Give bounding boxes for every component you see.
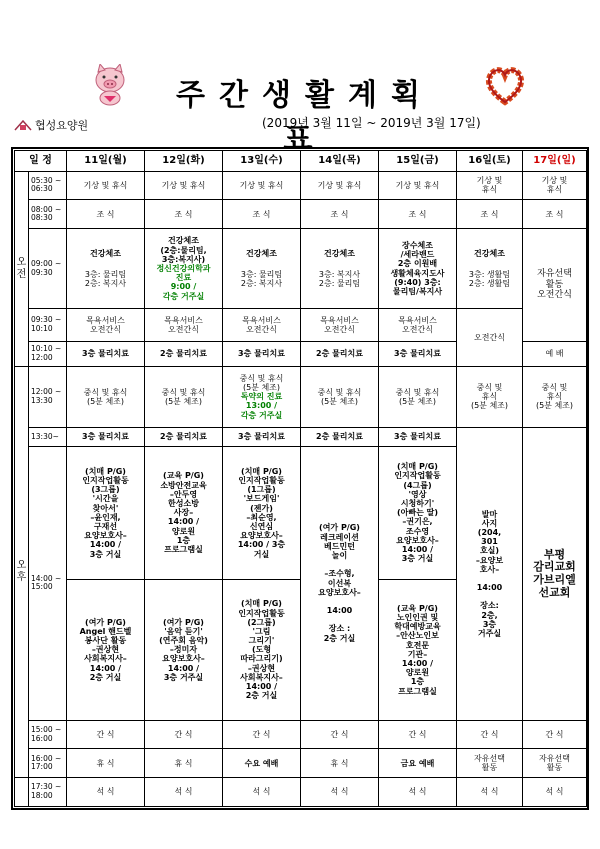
table-row xyxy=(15,229,587,309)
health-exercise-label: 건강체조 xyxy=(246,248,277,258)
table-row xyxy=(15,428,587,446)
health-exercise-label: 건강체조 xyxy=(474,248,505,258)
health-exercise-label: 건강체조 (2층:물리팀, 3층:복지사) xyxy=(160,236,207,264)
schedule-cell: 기상 및 휴식 xyxy=(379,171,457,200)
schedule-cell: 기상 및 휴식 xyxy=(523,171,587,200)
schedule-cell: 중식 및 휴식 (5분 체조) xyxy=(145,366,223,428)
schedule-cell: 석 식 xyxy=(523,778,587,807)
schedule-cell: (치매 P/G) 인지작업활동 (1그룹) '보드게임' (젠가) –최순영, 신연심 요양보호사– 14:00 / 3층 거실 xyxy=(223,446,301,579)
schedule-cell xyxy=(223,366,301,428)
schedule-cell: 예 배 xyxy=(523,341,587,366)
schedule-cell: 3층 물리치료 xyxy=(379,341,457,366)
org-logo-icon xyxy=(14,119,32,131)
schedule-cell: 조 식 xyxy=(379,200,457,229)
col-header-sun: 17일(일) xyxy=(523,151,587,172)
floor-assignment: 3층: 복지사 2층: 물리팀 xyxy=(318,269,361,289)
schedule-cell: 3층 물리치료 xyxy=(223,428,301,446)
table-row xyxy=(15,309,587,342)
schedule-cell: 목욕서비스 오전간식 xyxy=(379,309,457,342)
org-name: 협성요양원 xyxy=(35,119,89,132)
schedule-cell: 간 식 xyxy=(523,720,587,749)
schedule-cell: 석 식 xyxy=(67,778,145,807)
schedule-cell: 간 식 xyxy=(301,720,379,749)
schedule-cell xyxy=(223,229,301,309)
schedule-cell: 2층 물리치료 xyxy=(301,428,379,446)
time-cell: 14:00 ~ 15:00 xyxy=(29,446,67,720)
schedule-cell: (여가 P/G) '음악 듣기' (연주회 음악) –정미자 요양보호사– 14:00 / 3층 거주실 xyxy=(145,580,223,721)
time-cell: 17:30 ~ 18:00 xyxy=(29,778,67,807)
time-cell: 09:00 ~ 09:30 xyxy=(29,229,67,309)
col-header-schedule: 일 정 xyxy=(15,151,67,172)
schedule-cell: 휴 식 xyxy=(67,749,145,778)
schedule-cell: 3층 물리치료 xyxy=(223,341,301,366)
schedule-cell: 조 식 xyxy=(223,200,301,229)
time-cell: 15:00 ~ 16:00 xyxy=(29,720,67,749)
fitness-instructor: 2층 이원배 생활체육지도사 (9:40) 3층: 물리팀/복지사 xyxy=(390,259,445,296)
schedule-cell: 2층 물리치료 xyxy=(301,341,379,366)
schedule-cell: 기상 및 휴식 xyxy=(301,171,379,200)
schedule-cell: 기상 및 휴식 xyxy=(457,171,523,200)
time-cell: 05:30 ~ 06:30 xyxy=(29,171,67,200)
schedule-cell xyxy=(67,229,145,309)
table-row xyxy=(15,720,587,749)
schedule-cell: 조 식 xyxy=(301,200,379,229)
col-header-tue: 12일(화) xyxy=(145,151,223,172)
schedule-cell: (교육 P/G) 소방안전교육 –안두영 한성소방 사장– 14:00 / 양로원 1층 프로그램실 xyxy=(145,446,223,579)
longevity-exercise-label: 장수체조 /세라밴드 xyxy=(400,240,435,260)
schedule-cell: 3층 물리치료 xyxy=(379,428,457,446)
schedule-cell: (여가 P/G) Angel 핸드벨 봉사단 활동 –권상현 사회복지사– 14:00 / 2층 거실 xyxy=(67,580,145,721)
col-header-mon: 11일(월) xyxy=(67,151,145,172)
time-cell: 09:30 ~ 10:10 xyxy=(29,309,67,342)
schedule-cell: 기상 및 휴식 xyxy=(145,171,223,200)
schedule-cell xyxy=(145,229,223,309)
schedule-cell xyxy=(301,229,379,309)
schedule-cell: (교육 P/G) 노인인권 및 학대예방교육 –안산노인보 호전문 기관– 14:00 / 양로원 1층 프로그램실 xyxy=(379,580,457,721)
schedule-cell: 목욕서비스 오전간식 xyxy=(223,309,301,342)
schedule-cell: 자유선택 활동 xyxy=(523,749,587,778)
col-header-wed: 13일(수) xyxy=(223,151,301,172)
schedule-cell: 중식 및 휴식 (5분 체조) xyxy=(301,366,379,428)
pm-label: 오 후 xyxy=(15,366,29,778)
schedule-cell: 기상 및 휴식 xyxy=(67,171,145,200)
time-cell: 16:00 ~ 17:00 xyxy=(29,749,67,778)
table-row xyxy=(15,366,587,428)
time-cell: 10:10 ~ 12:00 xyxy=(29,341,67,366)
floor-assignment: 3층: 물리팀 2층: 복지사 xyxy=(240,269,283,289)
col-header-fri: 15일(금) xyxy=(379,151,457,172)
schedule-cell: 조 식 xyxy=(523,200,587,229)
weekly-schedule-table xyxy=(14,150,587,807)
col-header-thu: 14일(목) xyxy=(301,151,379,172)
schedule-cell: 조 식 xyxy=(145,200,223,229)
schedule-cell: 석 식 xyxy=(223,778,301,807)
schedule-cell: 조 식 xyxy=(67,200,145,229)
schedule-cell: 간 식 xyxy=(379,720,457,749)
schedule-cell: 목욕서비스 오전간식 xyxy=(67,309,145,342)
period-subtitle: (2019년 3월 11일 ~ 2019년 3월 17일) xyxy=(262,116,481,130)
pig-icon xyxy=(90,64,130,106)
time-cell: 13:30~ xyxy=(29,428,67,446)
header-row xyxy=(15,151,587,172)
schedule-cell: 간 식 xyxy=(67,720,145,749)
schedule-cell: 중식 및 휴식 (5분 체조) xyxy=(523,366,587,428)
page-title: 주간생활계획표 xyxy=(176,78,434,157)
schedule-cell: 2층 물리치료 xyxy=(145,428,223,446)
schedule-cell: 중식 및 휴식 (5분 체조) xyxy=(379,366,457,428)
schedule-cell: 발마 사지 (204, 301 호실) –요양보 호사– 14:00 장소: 2층, 3층 거주실 xyxy=(457,428,523,721)
table-row xyxy=(15,778,587,807)
schedule-cell: 간 식 xyxy=(145,720,223,749)
schedule-cell: (치매 P/G) 인지작업활동 (2그룹) '그림 그리기' (도형 따라그리기) –권상현 사회복지사– 14:00 / 2층 거실 xyxy=(223,580,301,721)
schedule-cell: 기상 및 휴식 xyxy=(223,171,301,200)
schedule-cell: 목욕서비스 오전간식 xyxy=(301,309,379,342)
schedule-cell: 목욕서비스 오전간식 xyxy=(145,309,223,342)
schedule-cell: 중식 및 휴식 (5분 체조) xyxy=(67,366,145,428)
health-exercise-label: 건강체조 xyxy=(324,248,355,258)
schedule-cell: 오전간식 xyxy=(457,309,523,366)
schedule-cell xyxy=(379,229,457,309)
floor-assignment: 3층: 물리팀 2층: 복지사 xyxy=(84,269,127,289)
schedule-cell: 휴 식 xyxy=(145,749,223,778)
org-label xyxy=(14,117,88,133)
schedule-cell: 석 식 xyxy=(301,778,379,807)
schedule-cell xyxy=(457,229,523,309)
schedule-cell: 2층 물리치료 xyxy=(145,341,223,366)
schedule-cell: 석 식 xyxy=(457,778,523,807)
schedule-cell: 자유선택 활동 xyxy=(457,749,523,778)
schedule-cell: 3층 물리치료 xyxy=(67,341,145,366)
schedule-cell: (치매 P/G) 인지작업활동 (4그룹) '영상 시청하기' (아빠는 딸) –권기은, 조수영 요양보호사– 14:00 / 3층 거실 xyxy=(379,446,457,579)
schedule-cell: 부평 감리교회 가브리엘 선교회 xyxy=(523,428,587,721)
time-cell: 12:00 ~ 13:30 xyxy=(29,366,67,428)
schedule-cell: 간 식 xyxy=(223,720,301,749)
floor-assignment: 3층: 생활팀 2층: 생활팀 xyxy=(468,269,511,289)
schedule-cell: 금요 예배 xyxy=(379,749,457,778)
schedule-cell: (여가 P/G) 레크레이션 베드민턴 놀이 –조수형, 이선복 요양보호사– 14:00 장소 : 2층 거실 xyxy=(301,446,379,720)
schedule-cell: 간 식 xyxy=(457,720,523,749)
schedule-cell: 석 식 xyxy=(145,778,223,807)
schedule-cell: 중식 및 휴식 (5분 체조) xyxy=(457,366,523,428)
schedule-cell: 3층 물리치료 xyxy=(67,428,145,446)
psychiatry-visit: 정신건강의학과 진료 9:00 / 각층 거주실 xyxy=(156,263,211,301)
schedule-cell: 자유선택 활동 오전간식 xyxy=(523,229,587,342)
am-label: 오 전 xyxy=(15,171,29,366)
table-row xyxy=(15,171,587,200)
doctor-visit: 독약의 진료 13:00 / 각층 거주실 xyxy=(240,392,283,420)
lunch-text: 중식 및 휴식 (5분 체조) xyxy=(239,373,284,393)
table-row xyxy=(15,200,587,229)
heart-wreath-icon xyxy=(484,64,526,106)
health-exercise-label: 건강체조 xyxy=(90,248,121,258)
schedule-cell: 휴 식 xyxy=(301,749,379,778)
schedule-cell: 조 식 xyxy=(457,200,523,229)
table-row xyxy=(15,749,587,778)
schedule-cell: 수요 예배 xyxy=(223,749,301,778)
schedule-cell: (치매 P/G) 인지작업활동 (3그룹) '시간을 찾아서' –윤인재, 구재선 요양보호사– 14:00 / 3층 거실 xyxy=(67,446,145,579)
time-cell: 08:00 ~ 08:30 xyxy=(29,200,67,229)
col-header-sat: 16일(토) xyxy=(457,151,523,172)
schedule-cell: 석 식 xyxy=(379,778,457,807)
